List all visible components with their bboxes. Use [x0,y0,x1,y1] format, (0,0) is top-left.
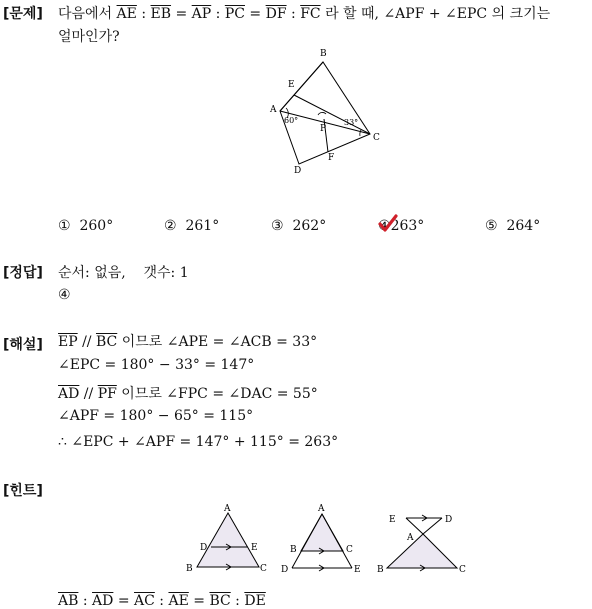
segment: $\overline{AP}$ [191,6,212,22]
ratio-sep: : [230,593,245,609]
choice-number: ④ [378,218,391,234]
segment: $\overline{PC}$ [224,6,245,22]
angle-arc-p [318,112,326,115]
choice-1[interactable] [58,218,113,234]
label: D [200,543,208,553]
hint-figures [180,500,480,582]
question-text: 다음에서 [58,6,117,22]
label: A [407,533,414,543]
equals: = [188,593,210,609]
solution-line-3 [58,383,318,403]
segment: $\overline{EP}$ [58,334,78,350]
ratio-sep: : [211,6,225,22]
choice-value: 264° [506,218,541,234]
hint-tag: [힌트] [3,483,43,499]
segment: $\overline{BC}$ [209,593,231,609]
solution-text: 이므로 ∠FPC = ∠DAC = 55° [116,386,318,402]
segment: $\overline{AC}$ [134,593,155,609]
choice-number: ② [164,218,177,234]
angle-arc-c [360,130,361,136]
label: E [389,515,396,525]
check-mark-icon [377,213,399,235]
label: E [354,565,361,575]
segment: $\overline{BC}$ [95,334,118,350]
segment: $\overline{AB}$ [58,593,79,609]
label: D [281,565,289,575]
label: D [445,515,453,525]
label: C [346,545,353,555]
ratio-sep: : [78,593,93,609]
parallel-sign: // [77,334,96,350]
ratio-sep: : [286,6,301,22]
choice-number: ⑤ [485,218,498,234]
choice-3[interactable] [271,218,326,234]
solution-line-2: ∠EPC = 180° − 33° = 147° [58,357,255,373]
segment: $\overline{AD}$ [58,386,80,402]
choice-4[interactable] [378,218,424,234]
crossing-line [423,518,442,534]
segment: $\overline{AE}$ [168,593,189,609]
equals: = [171,6,192,22]
choice-value: 262° [292,218,327,234]
answer-choice: ④ [58,287,71,303]
ratio-sep: : [154,593,169,609]
choice-number-checked [378,218,391,234]
choice-value: 263° [390,218,425,234]
solution-line-5: ∴ ∠EPC + ∠APF = 147° + 115° = 263° [58,434,339,450]
side-ab [280,62,323,111]
label: E [251,543,258,553]
ratio-sep: : [136,6,151,22]
problem-tag: [문제] [3,6,43,22]
label-a: A [270,105,277,115]
label-f: F [328,153,335,163]
parallel-sign: // [79,386,98,402]
label: C [260,564,267,574]
answer-summary: 순서: 없음, 갯수: 1 [58,265,189,281]
crossing-line [406,518,423,534]
label: A [318,504,325,514]
solution-tag: [해설] [3,337,43,353]
choice-value: 260° [79,218,114,234]
problem-question-line2: 얼마인가? [58,29,120,45]
segment: $\overline{FC}$ [300,6,321,22]
label: A [224,504,231,514]
problem-question [58,3,550,23]
segment: $\overline{AD}$ [92,593,114,609]
segment: $\overline{PF}$ [97,386,117,402]
hint-triangle-2 [301,514,343,551]
question-text: 라 할 때, ∠APF + ∠EPC 의 크기는 [320,6,551,22]
choice-5[interactable] [485,218,540,234]
equals: = [244,6,266,22]
hint-ratio [58,593,266,609]
problem-figure [262,42,392,180]
segment: $\overline{AE}$ [116,6,137,22]
solution-line-4: ∠APF = 180° − 65° = 115° [58,408,254,424]
hint-triangle-3 [387,534,457,568]
segment: $\overline{EB}$ [150,6,172,22]
label-e: E [288,80,295,90]
equals: = [113,593,135,609]
angle-label-a: 60° [284,116,299,125]
solution-line-1 [58,331,317,351]
label: B [377,565,384,575]
label-d: D [294,166,302,176]
segment: $\overline{DE}$ [244,593,266,609]
label-b: B [320,49,327,59]
label-c: C [373,133,380,143]
hint-triangle-1 [197,513,259,567]
label-p: P [320,124,327,134]
label: C [459,565,466,575]
angle-label-c: 33° [344,118,359,127]
answer-tag: [정답] [3,265,43,281]
choice-value: 261° [185,218,220,234]
solution-text: 이므로 ∠APE = ∠ACB = 33° [117,334,318,350]
segment: $\overline{DF}$ [265,6,287,22]
label: B [186,564,193,574]
label: B [290,545,297,555]
choice-number: ③ [271,218,284,234]
choice-number: ① [58,218,71,234]
segment-ec [294,95,370,134]
choice-2[interactable] [164,218,219,234]
